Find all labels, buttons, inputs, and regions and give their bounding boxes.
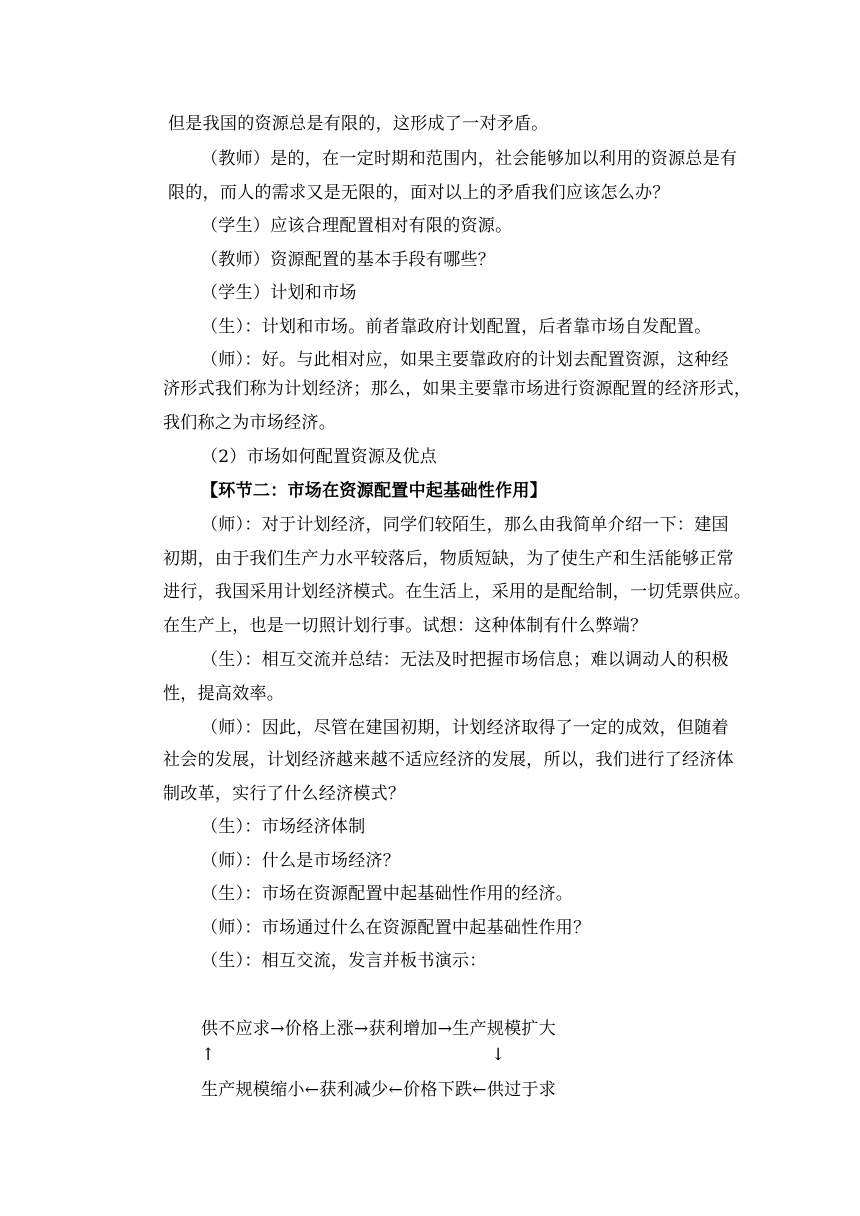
paragraph-line: （2）市场如何配置资源及优点 xyxy=(201,447,438,467)
diagram-bottom-row: 生产规模缩小←获利减少←价格下跌←供过于求 xyxy=(201,1080,557,1100)
paragraph-line: （学生）计划和市场 xyxy=(201,283,357,303)
paragraph-line: 初期，由于我们生产力水平较落后，物质短缺，为了使生产和生活能够正常 xyxy=(163,549,734,569)
paragraph-line: 进行，我国采用计划经济模式。在生活上，采用的是配给制，一切凭票供应。 xyxy=(163,582,752,602)
up-arrow-icon: ↑ xyxy=(201,1045,216,1065)
diagram-top-row: 供不应求→价格上涨→获利增加→生产规模扩大 xyxy=(201,1019,557,1039)
paragraph-line: 制改革，实行了什么经济模式？ xyxy=(163,784,406,804)
paragraph-line: 我们称之为市场经济。 xyxy=(163,413,336,433)
paragraph-line: （师）：好。与此相对应，如果主要靠政府的计划去配置资源，这种经 xyxy=(201,350,729,370)
paragraph-line: 限的，而人的需求又是无限的，面对以上的矛盾我们应该怎么办？ xyxy=(168,183,670,203)
paragraph-line: （师）：市场通过什么在资源配置中起基础性作用？ xyxy=(201,918,591,938)
paragraph-line: 济形式我们称为计划经济；那么，如果主要靠市场进行资源配置的经济形式， xyxy=(163,379,752,399)
down-arrow-icon: ↓ xyxy=(491,1045,506,1065)
paragraph-line: （生）：相互交流，发言并板书演示： xyxy=(201,951,487,971)
paragraph-line: 在生产上，也是一切照计划行事。试想：这种体制有什么弊端？ xyxy=(163,616,648,636)
paragraph-line: （师）：因此，尽管在建国初期，计划经济取得了一定的成效，但随着 xyxy=(201,718,729,738)
paragraph-line: （生）：计划和市场。前者靠政府计划配置，后者靠市场自发配置。 xyxy=(201,317,712,337)
paragraph-line: （教师）是的，在一定时期和范围内，社会能够加以利用的资源总是有 xyxy=(201,149,738,169)
paragraph-line: （师）：什么是市场经济？ xyxy=(201,851,401,871)
paragraph-line: （教师）资源配置的基本手段有哪些？ xyxy=(201,250,496,270)
paragraph-line: 社会的发展，计划经济越来越不适应经济的发展，所以，我们进行了经济体 xyxy=(163,750,734,770)
paragraph-line: （生）：市场在资源配置中起基础性作用的经济。 xyxy=(201,884,574,904)
paragraph-line: （生）：市场经济体制 xyxy=(201,817,366,837)
paragraph-line: （师）：对于计划经济，同学们较陌生，那么由我简单介绍一下：建国 xyxy=(201,515,729,535)
paragraph-line: （生）：相互交流并总结：无法及时把握市场信息；难以调动人的积极 xyxy=(201,650,729,670)
paragraph-line: 但是我国的资源总是有限的，这形成了一对矛盾。 xyxy=(168,114,549,134)
paragraph-line: （学生）应该合理配置相对有限的资源。 xyxy=(201,216,513,236)
section-heading: 【环节二：市场在资源配置中起基础性作用】 xyxy=(201,481,547,501)
paragraph-line: 性，提高效率。 xyxy=(163,684,285,704)
